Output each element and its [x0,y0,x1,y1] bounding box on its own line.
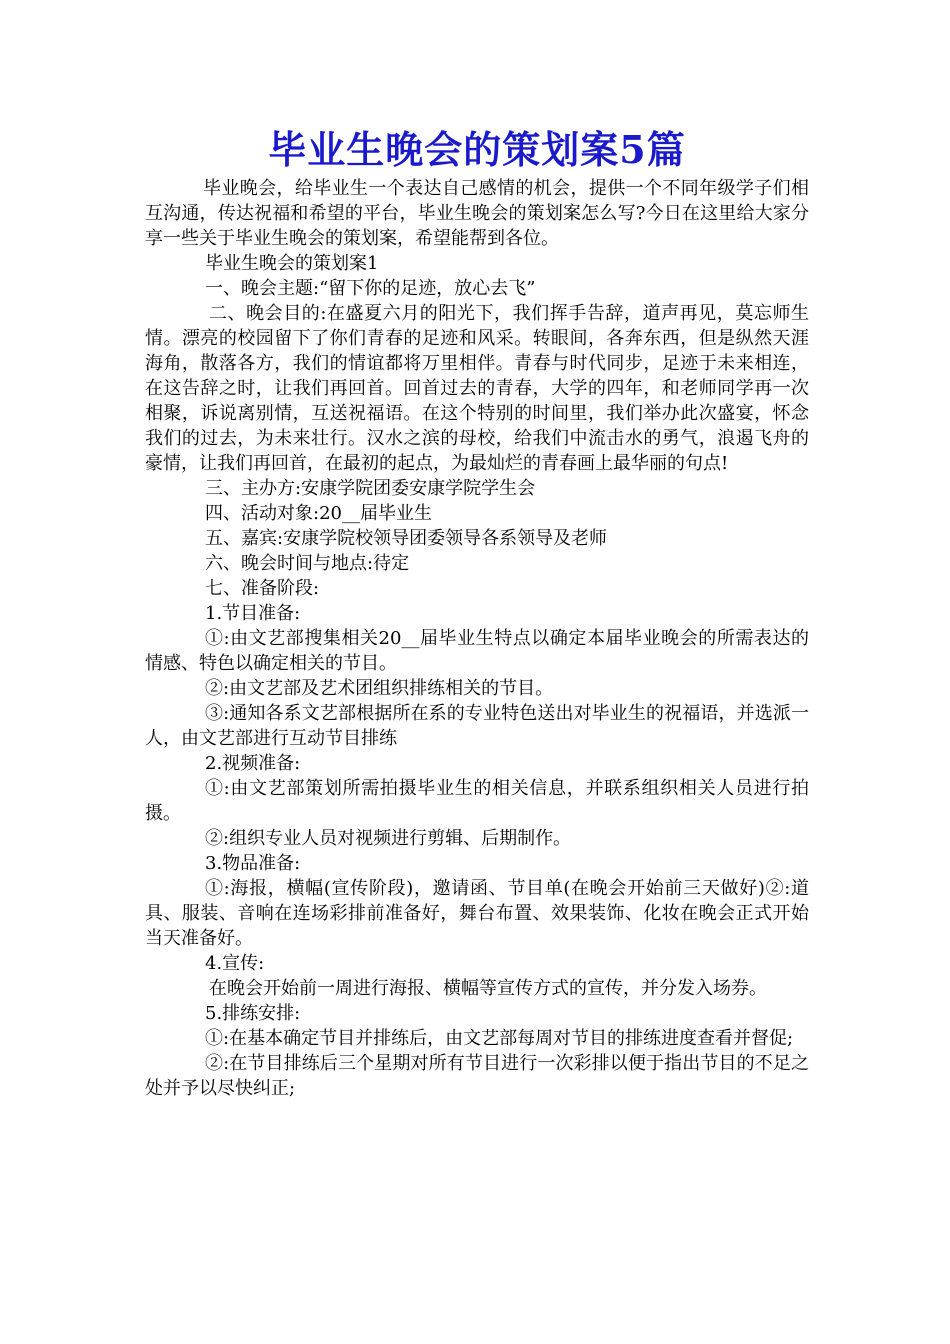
paragraph: 二、晚会目的:在盛夏六月的阳光下，我们挥手告辞，道声再见，莫忘师生情。漂亮的校园留下了你们青春的足迹和风采。转眼间，各奔东西，但是纵然天涯海角，散落各方，我们的情谊都将万里相伴。青春与时代同步，足迹于未来相连，在这告辞之时，让我们再回首。回首过去的青春，大学的四年，和老师同学再一次相聚，诉说离别情，互送祝福语。在这个特别的时间里，我们举办此次盛宴，怀念我们的过去，为未来壮行。汉水之滨的母校，给我们中流击水的勇气，浪遏飞舟的豪情，让我们再回首，在最初的起点，为最灿烂的青春画上最华丽的句点! [145,303,809,474]
paragraph: ②:在节目排练后三个星期对所有节目进行一次彩排以便于指出节目的不足之处并予以尽快纠正; [145,1053,809,1099]
paragraph: 毕业晚会，给毕业生一个表达自己感情的机会，提供一个不同年级学子们相互沟通，传达祝福和希望的平台，毕业生晚会的策划案怎么写?今日在这里给大家分享一些关于毕业生晚会的策划案，希望能帮到各位。 [145,178,809,249]
paragraph: ①:由文艺部策划所需拍摄毕业生的相关信息，并联系组织相关人员进行拍摄。 [145,778,809,824]
document-body [145,176,809,1101]
paragraph: ①:在基本确定节目并排练后，由文艺部每周对节目的排练进度查看并督促; [205,1028,794,1049]
paragraph: 四、活动对象:20__届毕业生 [205,503,432,524]
paragraph: ①:由文艺部搜集相关20__届毕业生特点以确定本届毕业晚会的所需表达的情感、特色以确定相关的节目。 [145,628,809,674]
paragraph: 一、晚会主题:“留下你的足迹，放心去飞” [205,278,536,299]
paragraph: 七、准备阶段: [205,578,320,599]
paragraph: ①:海报，横幅(宣传阶段)，邀请函、节目单(在晚会开始前三天做好)②:道具、服装、音响在连场彩排前准备好，舞台布置、效果装饰、化妆在晚会正式开始当天准备好。 [145,878,809,949]
paragraph: 三、主办方:安康学院团委安康学院学生会 [205,478,536,499]
paragraph: 六、晚会时间与地点:待定 [205,553,410,574]
paragraph: ③:通知各系文艺部根据所在系的专业特色送出对毕业生的祝福语，并选派一人，由文艺部进行互动节目排练 [145,703,809,749]
paragraph: 3.物品准备: [205,853,301,874]
document-page [145,124,809,1101]
paragraph: 4.宣传: [205,953,265,974]
paragraph: 五、嘉宾:安康学院校领导团委领导各系领导及老师 [205,528,608,549]
paragraph: 毕业生晚会的策划案1 [205,253,379,274]
paragraph: ②:由文艺部及艺术团组织排练相关的节目。 [205,678,554,699]
paragraph: 在晚会开始前一周进行海报、横幅等宣传方式的宣传，并分发入场券。 [209,978,767,999]
paragraph: 5.排练安排: [205,1003,301,1024]
paragraph: 1.节目准备: [205,603,301,624]
paragraph: 2.视频准备: [205,753,301,774]
paragraph: ②:组织专业人员对视频进行剪辑、后期制作。 [205,828,572,849]
document-title: 毕业生晚会的策划案5篇 [268,127,686,172]
